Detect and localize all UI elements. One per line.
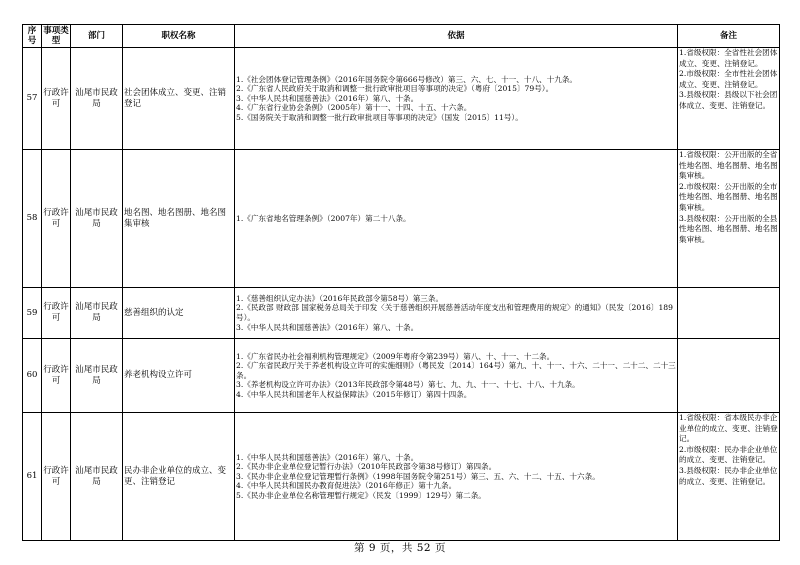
header-note: 备注 — [678, 25, 780, 48]
cell-seq: 57 — [23, 48, 42, 150]
note-line: 2.市级权限：民办非企业单位的成立、变更、注销登记。 — [679, 444, 778, 465]
cell-note — [678, 288, 780, 339]
header-dept: 部门 — [71, 25, 123, 48]
note-line: 1.省级权限：省本级民办非企业单位的成立、变更、注销登记。 — [679, 413, 778, 444]
basis-line: 1.《广东省地名管理条例》（2007年）第二十八条。 — [236, 213, 411, 223]
basis-line: 3.《中华人民共和国慈善法》（2016年）第八、十条。 — [236, 93, 419, 103]
cell-basis — [235, 150, 678, 288]
basis-line: 2.《广东省民政厅关于养老机构设立许可的实施细则》（粤民发〔2014〕164号）第九、十、十一、十六、二十一、二十二、二十三条。 — [236, 361, 676, 380]
cell-type: 行政许可 — [42, 288, 71, 339]
cell-name: 养老机构设立许可 — [123, 339, 235, 413]
basis-line: 1.《社会团体登记管理条例》（2016年国务院令第666号修改）第三、六、七、十一、十八、十九条。 — [236, 74, 578, 84]
cell-name: 社会团体成立、变更、注销登记 — [123, 48, 235, 150]
header-basis: 依据 — [235, 25, 678, 48]
header-seq: 序号 — [23, 25, 42, 48]
header-name: 职权名称 — [123, 25, 235, 48]
note-line: 3.县级权限：民办非企业单位的成立、变更、注销登记。 — [679, 465, 778, 486]
cell-name: 民办非企业单位的成立、变更、注销登记 — [123, 413, 235, 541]
cell-dept: 汕尾市民政局 — [71, 150, 123, 288]
basis-line: 3.《民办非企业单位登记管理暂行条例》（1998年国务院令第251号）第三、五、六、十二、十五、十六条。 — [236, 471, 600, 481]
cell-name: 慈善组织的认定 — [123, 288, 235, 339]
table-row — [23, 288, 780, 339]
cell-dept: 汕尾市民政局 — [71, 288, 123, 339]
header-type: 事项类型 — [43, 26, 69, 46]
cell-note — [678, 413, 780, 541]
basis-line: 1.《中华人民共和国慈善法》（2016年）第八、十条。 — [236, 452, 419, 462]
page-number-footer: 第 9 页，共 52 页 — [354, 542, 446, 554]
cell-dept: 汕尾市民政局 — [71, 48, 123, 150]
basis-line: 1.《广东省民办社会福利机构管理规定》（2009年粤府令第239号）第八、十、十一、十二条。 — [236, 351, 555, 361]
table-row — [23, 339, 780, 413]
basis-line: 5.《民办非企业单位名称管理暂行规定》（民发〔1999〕129号）第二条。 — [236, 490, 486, 500]
cell-name: 地名图、地名图册、地名图集审核 — [123, 150, 235, 288]
cell-note — [678, 339, 780, 413]
note-line: 1.省级权限：公开出版的全省性地名图、地名图册、地名图集审核。 — [679, 150, 778, 181]
basis-line: 2.《民政部 财政部 国家税务总局关于印发〈关于慈善组织开展慈善活动年度支出和管理费用的规定〉的通知》（民发〔2016〕189号）。 — [236, 303, 673, 322]
cell-note — [678, 48, 780, 150]
table-row — [23, 150, 780, 288]
cell-basis — [235, 48, 678, 150]
table-row — [23, 413, 780, 541]
cell-type: 行政许可 — [42, 339, 71, 413]
basis-line: 3.《养老机构设立许可办法》（2013年民政部令第48号）第七、九、九、十一、十七、十八、十九条。 — [236, 380, 580, 390]
basis-line: 3.《中华人民共和国慈善法》（2016年）第八、十条。 — [236, 322, 419, 332]
basis-line: 4.《广东省行业协会条例》（2005年）第十一、十四、十五、十六条。 — [236, 103, 472, 113]
cell-type: 行政许可 — [42, 413, 71, 541]
note-line: 2.市级权限：公开出版的全市性地名图、地名图册、地名图集审核。 — [679, 181, 778, 212]
basis-line: 4.《中华人民共和国老年人权益保障法》（2015年修订）第四十四条。 — [236, 389, 472, 399]
cell-dept: 汕尾市民政局 — [71, 339, 123, 413]
cell-seq: 61 — [23, 413, 42, 541]
cell-seq: 60 — [23, 339, 42, 413]
cell-seq: 58 — [23, 150, 42, 288]
cell-basis — [235, 339, 678, 413]
cell-dept: 汕尾市民政局 — [71, 413, 123, 541]
basis-line: 2.《广东省人民政府关于取消和调整一批行政审批项目等事项的决定》（粤府〔2015〕79号）。 — [236, 84, 554, 94]
basis-line: 4.《中华人民共和国民办教育促进法》（2016年修正）第十九条。 — [236, 481, 457, 491]
cell-note — [678, 150, 780, 288]
basis-line: 1.《慈善组织认定办法》（2016年民政部令第58号）第三条。 — [236, 293, 444, 303]
note-line: 2.市级权限：全市性社会团体成立、变更、注销登记。 — [679, 69, 778, 89]
authority-list-table — [22, 24, 780, 541]
note-line: 3.县级权限：公开出版的全县性地名图、地名图册、地名图集审核。 — [679, 213, 778, 244]
cell-seq: 59 — [23, 288, 42, 339]
header-row — [23, 25, 780, 48]
note-line: 1.省级权限：全省性社会团体成立、变更、注销登记。 — [679, 48, 778, 68]
basis-line: 5.《国务院关于取消和调整一批行政审批项目等事项的决定》（国发〔2015〕11号）。 — [236, 112, 523, 122]
note-line: 3.县级权限：县级以下社会团体成立、变更、注销登记。 — [679, 90, 778, 110]
basis-line: 2.《民办非企业单位登记暂行办法》（2010年民政部令第38号修订）第四条。 — [236, 462, 497, 472]
cell-basis — [235, 288, 678, 339]
table-row — [23, 48, 780, 150]
cell-type: 行政许可 — [42, 150, 71, 288]
cell-type: 行政许可 — [42, 48, 71, 150]
cell-basis — [235, 413, 678, 541]
